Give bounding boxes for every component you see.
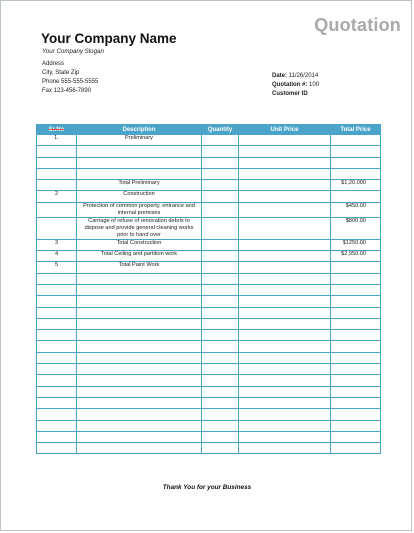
total-price-cell: [331, 330, 381, 341]
sr-no-cell: [37, 146, 77, 157]
total-price-cell: [331, 443, 381, 454]
unit-price-cell: [239, 443, 331, 454]
description-cell: [77, 420, 202, 431]
table-row: [37, 296, 381, 307]
description-cell: Preliminary: [77, 135, 202, 146]
table-row: [37, 217, 381, 239]
table-row: [37, 318, 381, 329]
sr-no-cell: 4: [37, 251, 77, 262]
unit-price-cell: [239, 420, 331, 431]
total-price-cell: $2,950.00: [331, 251, 381, 262]
table-row: [37, 386, 381, 397]
unit-price-cell: [239, 341, 331, 352]
description-cell: Total Construction: [77, 239, 202, 250]
table-row: [37, 352, 381, 363]
unit-price-cell: [239, 307, 331, 318]
description-cell: Carriage of refuse of renovation debris to dispose and provide general cleaning works prior to hand over: [77, 217, 202, 239]
table-row: [37, 330, 381, 341]
description-cell: [77, 273, 202, 284]
quantity-cell: [202, 284, 239, 295]
description-cell: [77, 431, 202, 442]
quantity-cell: [202, 386, 239, 397]
total-price-cell: [331, 397, 381, 408]
total-price-cell: [331, 318, 381, 329]
total-price-cell: [331, 420, 381, 431]
description-cell: [77, 397, 202, 408]
table-row: [37, 409, 381, 420]
sr-no-cell: 3: [37, 239, 77, 250]
sr-no-cell: [37, 180, 77, 191]
quantity-cell: [202, 191, 239, 202]
table-row: [37, 202, 381, 217]
unit-price-cell: [239, 251, 331, 262]
quotation-number-value: 100: [309, 82, 320, 88]
sr-no-cell: 2: [37, 191, 77, 202]
description-cell: [77, 168, 202, 179]
sr-no-cell: [37, 341, 77, 352]
unit-price-cell: [239, 202, 331, 217]
table-row: [37, 146, 381, 157]
quotation-table: [36, 124, 381, 454]
total-price-cell: [331, 157, 381, 168]
quantity-cell: [202, 307, 239, 318]
fax-line: Fax 123-456-7890: [42, 88, 92, 94]
unit-price-cell: [239, 397, 331, 408]
total-price-cell: [331, 352, 381, 363]
quantity-cell: [202, 217, 239, 239]
sr-no-cell: [37, 364, 77, 375]
sr-no-cell: [37, 397, 77, 408]
company-slogan: Your Company Slogan: [42, 48, 104, 55]
column-header-quantity: Quantity: [202, 125, 239, 135]
sr-no-cell: [37, 217, 77, 239]
unit-price-cell: [239, 364, 331, 375]
column-header-description: Description: [77, 125, 202, 135]
quantity-cell: [202, 146, 239, 157]
description-cell: [77, 409, 202, 420]
total-price-cell: $1250.00: [331, 239, 381, 250]
sr-no-cell: [37, 157, 77, 168]
unit-price-cell: [239, 318, 331, 329]
unit-price-cell: [239, 409, 331, 420]
quantity-cell: [202, 409, 239, 420]
table-row: [37, 273, 381, 284]
sr-no-cell: [37, 168, 77, 179]
description-cell: [77, 375, 202, 386]
description-cell: [77, 341, 202, 352]
unit-price-cell: [239, 352, 331, 363]
quantity-cell: [202, 318, 239, 329]
description-cell: [77, 157, 202, 168]
quantity-cell: [202, 296, 239, 307]
sr-no-cell: 5: [37, 262, 77, 273]
total-price-cell: [331, 296, 381, 307]
total-price-cell: [331, 364, 381, 375]
customer-id-label: Customer ID: [272, 91, 308, 97]
column-header-unit-price: Unit Price: [239, 125, 331, 135]
unit-price-cell: [239, 191, 331, 202]
sr-no-cell: [37, 409, 77, 420]
phone-line: Phone 555-555-5555: [42, 79, 99, 85]
quantity-cell: [202, 273, 239, 284]
quantity-cell: [202, 341, 239, 352]
column-header-total-price: Total Price: [331, 125, 381, 135]
sr-no-cell: [37, 202, 77, 217]
unit-price-cell: [239, 431, 331, 442]
total-price-cell: [331, 341, 381, 352]
total-price-cell: [331, 191, 381, 202]
quantity-cell: [202, 251, 239, 262]
table-row: [37, 443, 381, 454]
unit-price-cell: [239, 168, 331, 179]
sr-no-cell: [37, 318, 77, 329]
quantity-cell: [202, 375, 239, 386]
table-row: [37, 284, 381, 295]
quantity-cell: [202, 135, 239, 146]
unit-price-cell: [239, 296, 331, 307]
description-cell: [77, 443, 202, 454]
total-price-cell: [331, 273, 381, 284]
table-row: [37, 135, 381, 146]
city-state-zip: City, State Zip: [42, 70, 80, 76]
table-row: [37, 375, 381, 386]
quantity-cell: [202, 262, 239, 273]
sr-no-cell: [37, 375, 77, 386]
unit-price-cell: [239, 262, 331, 273]
unit-price-cell: [239, 375, 331, 386]
table-row: [37, 191, 381, 202]
description-cell: [77, 352, 202, 363]
quantity-cell: [202, 157, 239, 168]
sr-no-cell: 1.: [37, 135, 77, 146]
quantity-cell: [202, 431, 239, 442]
date-label: Date:: [272, 73, 288, 79]
sr-no-cell: [37, 307, 77, 318]
description-cell: Construction: [77, 191, 202, 202]
description-cell: [77, 296, 202, 307]
quantity-cell: [202, 352, 239, 363]
total-price-cell: [331, 386, 381, 397]
total-price-cell: [331, 375, 381, 386]
table-row: [37, 239, 381, 250]
sr-no-cell: [37, 386, 77, 397]
unit-price-cell: [239, 135, 331, 146]
table-row: [37, 364, 381, 375]
description-cell: [77, 284, 202, 295]
unit-price-cell: [239, 284, 331, 295]
quantity-cell: [202, 202, 239, 217]
description-cell: [77, 364, 202, 375]
unit-price-cell: [239, 330, 331, 341]
quotation-number-label: Quotation #:: [272, 82, 308, 88]
description-cell: [77, 318, 202, 329]
company-name: Your Company Name: [41, 31, 177, 46]
date-value: 11/26/2014: [288, 73, 319, 79]
quotation-number-info: [272, 82, 319, 88]
total-price-cell: [331, 409, 381, 420]
column-header-sr-no: Sr.No: [37, 125, 77, 135]
total-price-cell: $450.00: [331, 202, 381, 217]
quantity-cell: [202, 168, 239, 179]
quantity-cell: [202, 420, 239, 431]
table-row: [37, 420, 381, 431]
sr-no-cell: [37, 296, 77, 307]
unit-price-cell: [239, 157, 331, 168]
total-price-cell: [331, 146, 381, 157]
quantity-cell: [202, 443, 239, 454]
sr-no-cell: [37, 284, 77, 295]
sr-no-cell: [37, 273, 77, 284]
quantity-cell: [202, 364, 239, 375]
table-row: [37, 307, 381, 318]
description-cell: Total Paint Work: [77, 262, 202, 273]
table-row: [37, 251, 381, 262]
unit-price-cell: [239, 273, 331, 284]
table-header-row: [37, 125, 381, 135]
total-price-cell: [331, 307, 381, 318]
total-price-cell: [331, 262, 381, 273]
description-cell: [77, 330, 202, 341]
table-row: [37, 397, 381, 408]
total-price-cell: [331, 168, 381, 179]
unit-price-cell: [239, 217, 331, 239]
sr-no-cell: [37, 443, 77, 454]
sr-no-cell: [37, 330, 77, 341]
date-info: [272, 73, 318, 79]
unit-price-cell: [239, 146, 331, 157]
description-cell: Total Preliminary: [77, 180, 202, 191]
unit-price-cell: [239, 180, 331, 191]
unit-price-cell: [239, 386, 331, 397]
description-cell: Protection of common property, entrance and internal premises: [77, 202, 202, 217]
address-line: Address: [42, 61, 65, 67]
table-row: [37, 341, 381, 352]
quantity-cell: [202, 180, 239, 191]
description-cell: [77, 386, 202, 397]
description-cell: [77, 307, 202, 318]
unit-price-cell: [239, 239, 331, 250]
total-price-cell: [331, 431, 381, 442]
quantity-cell: [202, 239, 239, 250]
table-row: [37, 431, 381, 442]
sr-no-cell: [37, 431, 77, 442]
thank-you-note: Thank You for your Business: [162, 484, 252, 491]
quantity-cell: [202, 397, 239, 408]
sr-no-cell: [37, 352, 77, 363]
quantity-cell: [202, 330, 239, 341]
document-title: Quotation: [314, 15, 401, 35]
table-row: [37, 168, 381, 179]
total-price-cell: $1,20.000: [331, 180, 381, 191]
total-price-cell: [331, 284, 381, 295]
table-row: [37, 262, 381, 273]
customer-id-info: [272, 91, 308, 97]
description-cell: Total Ceiling and partition work: [77, 251, 202, 262]
table-row: [37, 180, 381, 191]
table-row: [37, 157, 381, 168]
total-price-cell: $800.00: [331, 217, 381, 239]
sr-no-cell: [37, 420, 77, 431]
total-price-cell: [331, 135, 381, 146]
description-cell: [77, 146, 202, 157]
